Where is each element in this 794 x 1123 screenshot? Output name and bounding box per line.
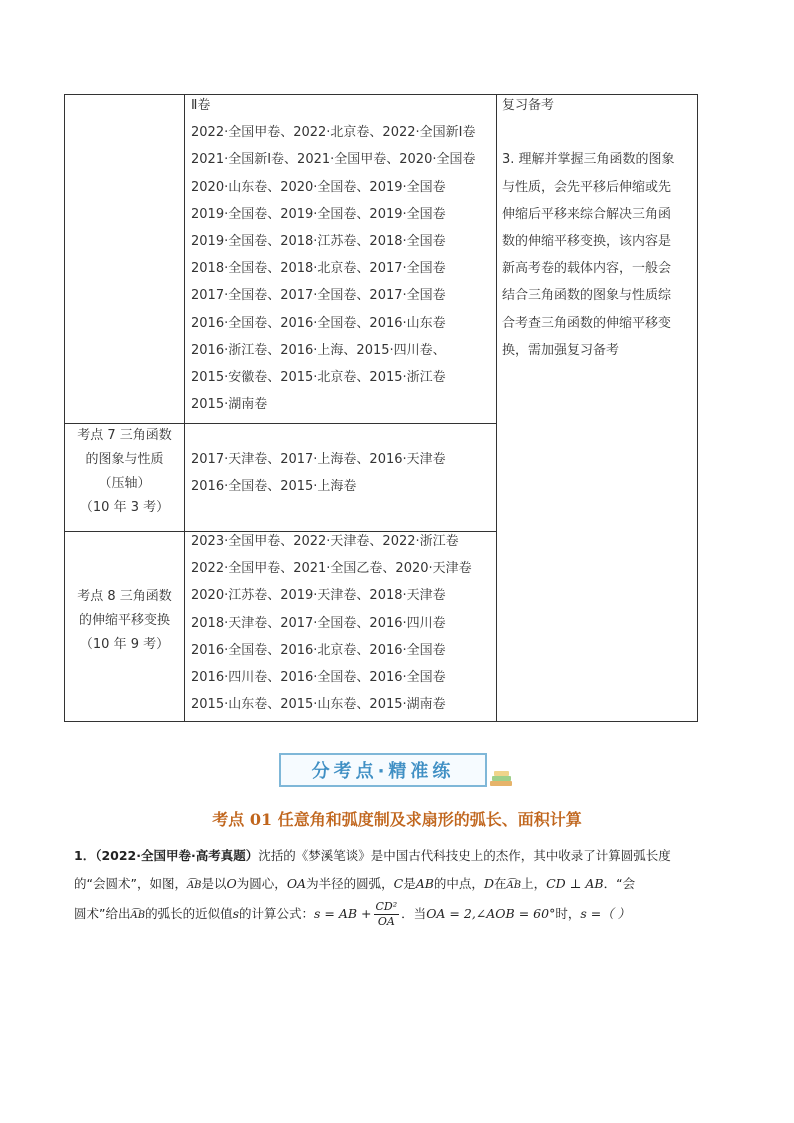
problem-text: 在 — [493, 876, 507, 891]
sources-cell — [191, 528, 491, 718]
books-icon — [488, 770, 514, 788]
sources-cell — [191, 446, 491, 500]
arc-ab: ⌒ AB — [506, 880, 521, 891]
problem-text: 沈括的《梦溪笔谈》是中国古代科技史上的杰作，其中收录了计算圆弧长度 — [258, 848, 671, 863]
var-s: s — [232, 906, 239, 921]
notes-line: 结合三角函数的图象与性质综 — [502, 288, 672, 304]
source-line: 2021·全国新Ⅰ卷、2021·全国甲卷、2020·全国卷 — [191, 152, 476, 168]
problem-text: 是以 — [201, 876, 227, 891]
source-line: 2020·山东卷、2020·全国卷、2019·全国卷 — [191, 179, 446, 195]
answer-blank: s =（ ） — [580, 906, 631, 921]
source-line: 2016·浙江卷、2016·上海、2015·四川卷、 — [191, 342, 446, 358]
source-line: 2016·全国卷、2016·北京卷、2016·全国卷 — [191, 642, 446, 658]
formula-fraction — [374, 900, 400, 929]
source-line: 2018·全国卷、2018·北京卷、2017·全国卷 — [191, 261, 446, 277]
source-line: 2019·全国卷、2018·江苏卷、2018·全国卷 — [191, 234, 446, 250]
badge-label: 分考点·精准练 — [311, 761, 455, 782]
source-line: 2019·全国卷、2019·全国卷、2019·全国卷 — [191, 206, 446, 222]
problem-text: 的中点， — [433, 876, 484, 891]
notes-line: 与性质，会先平移后伸缩或先 — [502, 179, 672, 195]
notes-line: 换，需加强复习备考 — [502, 342, 620, 358]
point-o: O — [226, 876, 237, 891]
source-line: 2016·全国卷、2016·全国卷、2016·山东卷 — [191, 315, 446, 331]
topic-label-line: （10 年 3 考） — [79, 500, 170, 515]
notes-line: 数的伸缩平移变换，该内容是 — [502, 234, 672, 250]
notes-line: 新高考卷的载体内容，一般会 — [502, 261, 672, 277]
source-line: 2015·安徽卷、2015·北京卷、2015·浙江卷 — [191, 370, 446, 386]
source-line: 2015·湖南卷 — [191, 397, 268, 413]
problem-text: 是 — [403, 876, 416, 891]
problem-text: 圆术”给出 — [74, 906, 131, 921]
review-notes — [502, 92, 692, 364]
fraction-numerator: CD² — [375, 900, 398, 913]
source-line: 2018·天津卷、2017·全国卷、2016·四川卷 — [191, 615, 446, 631]
section-title: 考点 01 任意角和弧度制及求扇形的弧长、面积计算 — [212, 810, 582, 829]
notes-line: 合考查三角函数的伸缩平移变 — [502, 315, 672, 331]
topic-label-8 — [65, 585, 184, 657]
condition: OA = 2,∠AOB = 60° — [426, 906, 556, 921]
topic-label-line: 考点 8 三角函数 — [77, 589, 172, 604]
source-line: 2017·天津卷、2017·上海卷、2016·天津卷 — [191, 452, 446, 467]
perp-relation: CD ⊥ AB — [546, 876, 604, 891]
point-c: C — [393, 876, 404, 891]
problem-source-tag: （2022·全国甲卷·高考真题） — [95, 848, 259, 863]
table-divider — [65, 531, 184, 532]
problem-text: 的计算公式： — [239, 906, 315, 921]
topic-label-line: 的伸缩平移变换 — [78, 613, 170, 628]
source-line: Ⅱ卷 — [191, 98, 211, 113]
notes-line — [502, 119, 692, 146]
problem-text: 上， — [521, 876, 547, 891]
sources-cell — [191, 92, 491, 418]
table-divider — [496, 95, 497, 721]
problem-text: ．“会 — [603, 876, 636, 891]
problem-text: 的弧长的近似值 — [145, 906, 233, 921]
topic-label-line: （10 年 9 考） — [79, 637, 170, 652]
source-line: 2016·全国卷、2015·上海卷 — [191, 479, 357, 495]
source-line: 2015·山东卷、2015·山东卷、2015·湖南卷 — [191, 697, 446, 713]
source-line: 2016·四川卷、2016·全国卷、2016·全国卷 — [191, 670, 446, 686]
topic-label-line: （压轴） — [98, 476, 151, 491]
problem-number: 1． — [74, 848, 96, 863]
exam-table — [64, 94, 698, 722]
notes-line: 3. 理解并掌握三角函数的图象 — [502, 152, 675, 168]
fraction-denominator: OA — [377, 915, 395, 928]
topic-label-7 — [65, 424, 184, 520]
segment-ab: AB — [415, 876, 434, 891]
notes-line: 伸缩后平移来综合解决三角函 — [502, 206, 672, 222]
problem-1 — [74, 842, 724, 930]
table-divider — [184, 95, 185, 721]
segment-oa: OA — [286, 876, 307, 891]
arc-ab: ⌒ AB — [130, 910, 145, 921]
problem-text: 为半径的圆弧， — [306, 876, 394, 891]
notes-heading: 复习备考 — [502, 98, 555, 113]
source-line: 2020·江苏卷、2019·天津卷、2018·天津卷 — [191, 588, 446, 604]
source-line: 2017·全国卷、2017·全国卷、2017·全国卷 — [191, 288, 446, 304]
formula-left: s = AB + — [314, 906, 372, 921]
topic-label-line: 的图象与性质 — [85, 452, 164, 467]
problem-text: 时， — [555, 906, 581, 921]
arc-ab: ⌒ AB — [187, 880, 202, 891]
point-d: D — [483, 876, 494, 891]
table-divider — [184, 423, 496, 424]
problem-text: ．当 — [401, 906, 427, 921]
problem-text: 为圆心， — [236, 876, 287, 891]
section-badge — [279, 753, 487, 787]
source-line: 2022·全国甲卷、2022·北京卷、2022·全国新Ⅰ卷 — [191, 125, 476, 141]
source-line: 2022·全国甲卷、2021·全国乙卷、2020·天津卷 — [191, 561, 472, 577]
source-line: 2023·全国甲卷、2022·天津卷、2022·浙江卷 — [191, 534, 459, 549]
problem-text: 的“会圆术”，如图， — [74, 876, 187, 891]
topic-label-line: 考点 7 三角函数 — [77, 428, 172, 443]
